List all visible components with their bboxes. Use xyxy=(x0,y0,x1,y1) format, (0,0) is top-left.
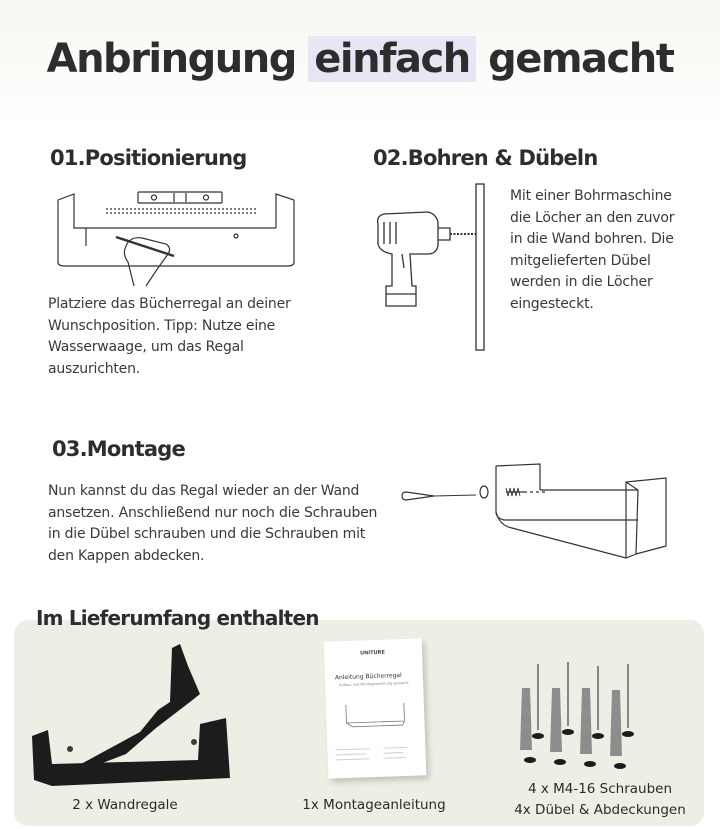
caption-manual xyxy=(294,797,454,813)
step1-text xyxy=(48,294,291,380)
manual-shelf-sketch xyxy=(344,699,409,729)
step1-line: auszurichten. xyxy=(48,360,141,377)
step3-line: den Kappen abdecken. xyxy=(48,547,205,564)
page-title xyxy=(0,36,720,82)
caption-line: 2 x Wandregale xyxy=(72,797,178,813)
step1-line: Platziere das Bücherregal an deiner xyxy=(48,296,291,312)
title-highlight: einfach xyxy=(308,36,475,82)
step2-title: 02.Bohren & Dübeln xyxy=(373,146,598,170)
drill-illustration xyxy=(372,182,492,352)
step2-line: in die Wand bohren. Die xyxy=(510,231,674,247)
manual-text-line xyxy=(383,747,407,749)
step2-line: werden in die Löcher xyxy=(510,274,653,290)
step2-line: Mit einer Bohrmaschine xyxy=(510,188,672,204)
contents-title: Im Lieferumfang enthalten xyxy=(36,606,319,630)
caption-line: 4 x M4-16 Schrauben xyxy=(527,781,673,797)
caption-line: 1x Montageanleitung xyxy=(302,797,446,813)
caption-shelves xyxy=(60,797,190,813)
step2-line: mitgelieferten Dübel xyxy=(510,252,651,269)
positioning-illustration xyxy=(50,188,300,286)
step1-title: 01.Positionierung xyxy=(50,146,247,170)
manual-text-line xyxy=(384,752,404,754)
step3-title: 03.Montage xyxy=(52,437,185,461)
caption-hardware xyxy=(506,779,694,821)
manual-brand: UNITURE xyxy=(359,649,386,657)
screws-dowels-image xyxy=(508,660,658,772)
manual-subtitle: Aufbau und Montageanleitung gemacht xyxy=(339,680,409,688)
step2-line: eingesteckt. xyxy=(510,295,594,312)
manual-text-line xyxy=(384,757,406,759)
caption-line: 4x Dübel & Abdeckungen xyxy=(514,802,686,818)
step3-line: in die Dübel schrauben und die Schrauben mit xyxy=(48,526,366,542)
manual-image xyxy=(324,638,427,778)
shelves-image xyxy=(30,646,250,786)
title-part2: gemacht xyxy=(488,36,674,82)
manual-text-line xyxy=(336,753,366,755)
manual-title: Anleitung Bücherregal xyxy=(334,672,402,682)
step3-line: ansetzen. Anschließend nur noch die Schrauben xyxy=(48,504,378,521)
step2-line: die Löcher an den zuvor xyxy=(510,209,675,226)
step2-text xyxy=(510,186,674,315)
manual-text-line xyxy=(335,748,369,750)
manual-text-line xyxy=(336,758,370,760)
title-part1: Anbringung xyxy=(46,36,296,82)
step1-line: Wunschposition. Tipp: Nutze eine xyxy=(48,317,276,334)
step3-line: Nun kannst du das Regal wieder an der Wand xyxy=(48,483,360,499)
step3-text xyxy=(48,481,377,567)
mounting-illustration xyxy=(400,462,670,562)
step1-line: Wasserwaage, um das Regal xyxy=(48,339,244,355)
